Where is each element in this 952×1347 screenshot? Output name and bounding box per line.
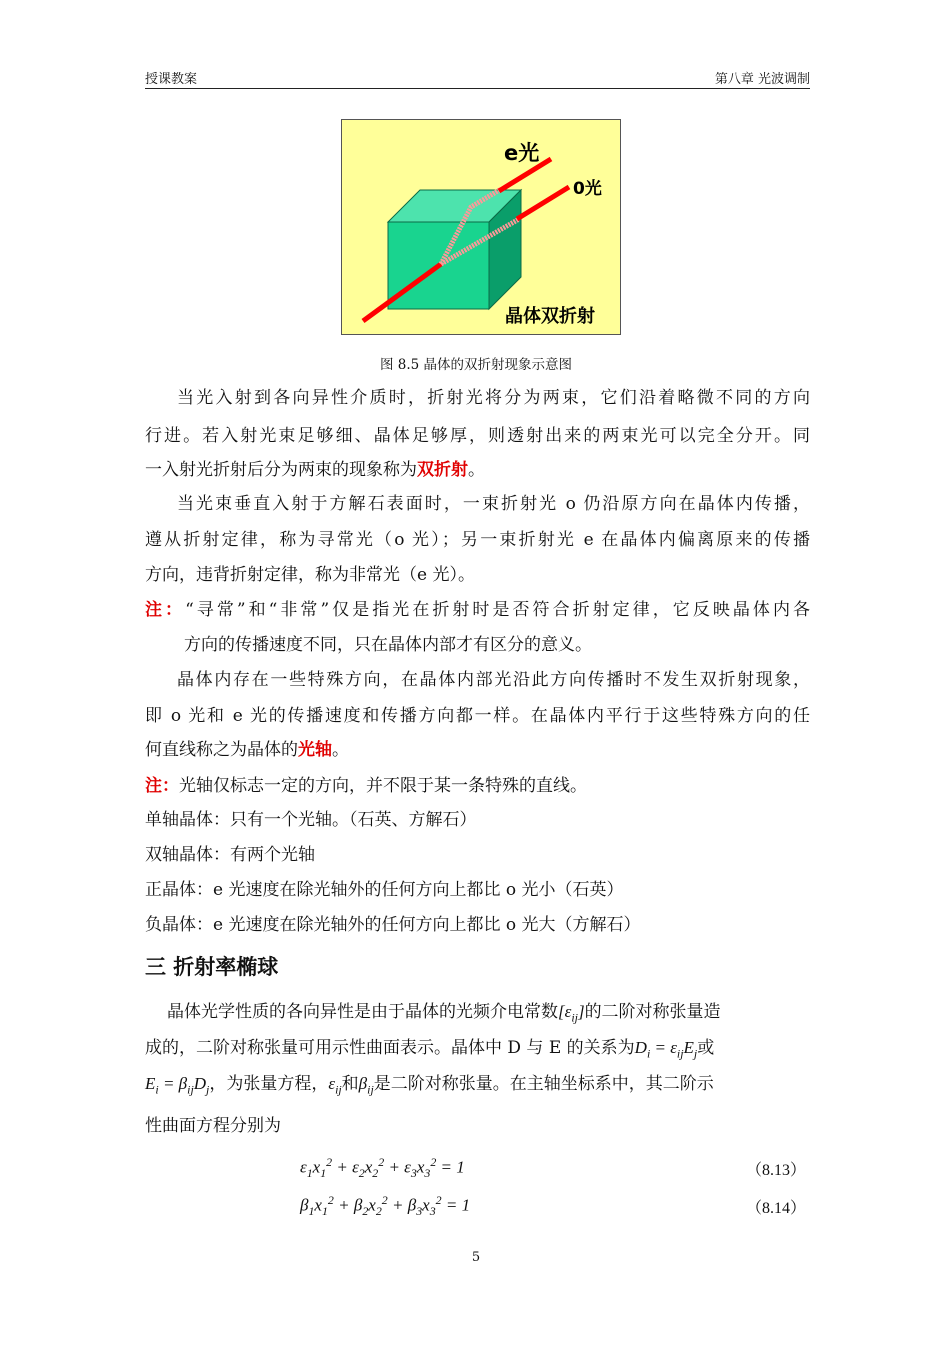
equation-number: （8.13） (745, 1162, 806, 1179)
p3-line3-text: 何直线称之为晶体的 (145, 740, 298, 760)
note2-label: 注： (145, 776, 179, 796)
list-item: 单轴晶体：只有一个光轴。（石英、方解石） (145, 810, 477, 830)
birefringence-figure (341, 119, 621, 335)
p4-line3-end: 是二阶对称张量。在主轴坐标系中，其二阶示 (373, 1074, 714, 1094)
p2-line2: 遵从折射定律，称为寻常光（o 光）；另一束折射光 e 在晶体内偏离原来的传播 (145, 530, 810, 550)
beta-ij-math: $\beta_{ij}$ (358, 1074, 374, 1097)
p4-line2-text: 成的，二阶对称张量可用示性曲面表示。晶体中 D 与 E 的关系为 (145, 1038, 635, 1058)
p3-line2: 即 o 光和 e 光的传播速度和传播方向都一样。在晶体内平行于这些特殊方向的任 (145, 706, 810, 726)
figure-caption: 图 8.5 晶体的双折射现象示意图 (379, 357, 573, 373)
p4-line2 (145, 1036, 810, 1065)
list-item: 负晶体：e 光速度在除光轴外的任何方向上都比 o 光大（方解石） (145, 915, 641, 935)
p1-line2: 行进。若入射光束足够细、晶体足够厚，则透射出来的两束光可以完全分开。同 (145, 426, 810, 446)
equation-8-13: $\varepsilon_1x_1^2 + \varepsilon_2x_2^2 + \varepsilon_3x_3^2 = 1$ (300, 1155, 465, 1181)
p4-line1-end: 的二阶对称张量造 (584, 1002, 721, 1022)
p2-line1: 当光束垂直入射于方解石表面时，一束折射光 o 仍沿原方向在晶体内传播， (177, 494, 810, 514)
p1-line3 (145, 458, 810, 482)
p4-line3-and: 和 (341, 1074, 359, 1094)
section-heading: 三 折射率椭球 (145, 955, 279, 979)
p4-line3-text: ，为张量方程， (209, 1074, 329, 1094)
epsilon-ij-math: $\varepsilon_{ij}$ (328, 1074, 342, 1097)
p3-line3-end: 。 (332, 740, 349, 760)
note2-text: 光轴仅标志一定的方向，并不限于某一条特殊的直线。 (179, 776, 587, 796)
list-item: 正晶体：e 光速度在除光轴外的任何方向上都比 o 光小（石英） (145, 880, 624, 900)
p4-line1 (145, 1000, 810, 1029)
p1-line3-text: 一入射光折射后分为两束的现象称为 (145, 460, 417, 480)
epsilon-tensor-math: $[\varepsilon_{ij}]$ (558, 1002, 585, 1025)
page-number: 5 (471, 1250, 481, 1265)
page-header (145, 68, 810, 89)
list-item: 双轴晶体：有两个光轴 (145, 845, 315, 865)
note1-text: “寻常”和“非常”仅是指光在折射时是否符合折射定律，它反映晶体内各 (185, 600, 811, 620)
relation-d-math: $D_i = \varepsilon_{ij}E_j$ (634, 1038, 698, 1061)
o-light-label: 0光 (573, 179, 602, 199)
e-light-label: e光 (504, 141, 540, 165)
p2-line3: 方向，违背折射定律，称为非常光（e 光）。 (145, 565, 475, 585)
p4-line4: 性曲面方程分别为 (145, 1116, 281, 1136)
note2-line (145, 774, 810, 798)
p4-line1-text: 晶体光学性质的各向异性是由于晶体的光频介电常数 (167, 1002, 558, 1022)
header-left: 授课教案 (145, 72, 198, 87)
note1-line1 (145, 598, 810, 622)
p3-line3 (145, 738, 810, 762)
note1-line2: 方向的传播速度不同，只在晶体内部才有区分的意义。 (184, 635, 592, 655)
note1-label: 注： (145, 600, 186, 620)
relation-e-math: $E_i = \beta_{ij}D_j$ (145, 1074, 210, 1097)
p1-line3-end: 。 (468, 460, 485, 480)
equation-8-14: $\beta_1x_1^2 + \beta_2x_2^2 + \beta_3x_3^2 = 1$ (300, 1193, 471, 1219)
term-birefringence: 双折射 (417, 460, 468, 480)
p4-line3 (145, 1072, 810, 1101)
crystal-label: 晶体双折射 (505, 306, 595, 327)
header-right: 第八章 光波调制 (714, 72, 810, 87)
term-optic-axis: 光轴 (298, 740, 332, 760)
p1-line1: 当光入射到各向异性介质时，折射光将分为两束，它们沿着略微不同的方向 (177, 388, 810, 408)
p4-line2-end: 或 (697, 1038, 715, 1058)
p3-line1: 晶体内存在一些特殊方向，在晶体内部光沿此方向传播时不发生双折射现象， (177, 670, 810, 690)
equation-number: （8.14） (745, 1200, 806, 1217)
